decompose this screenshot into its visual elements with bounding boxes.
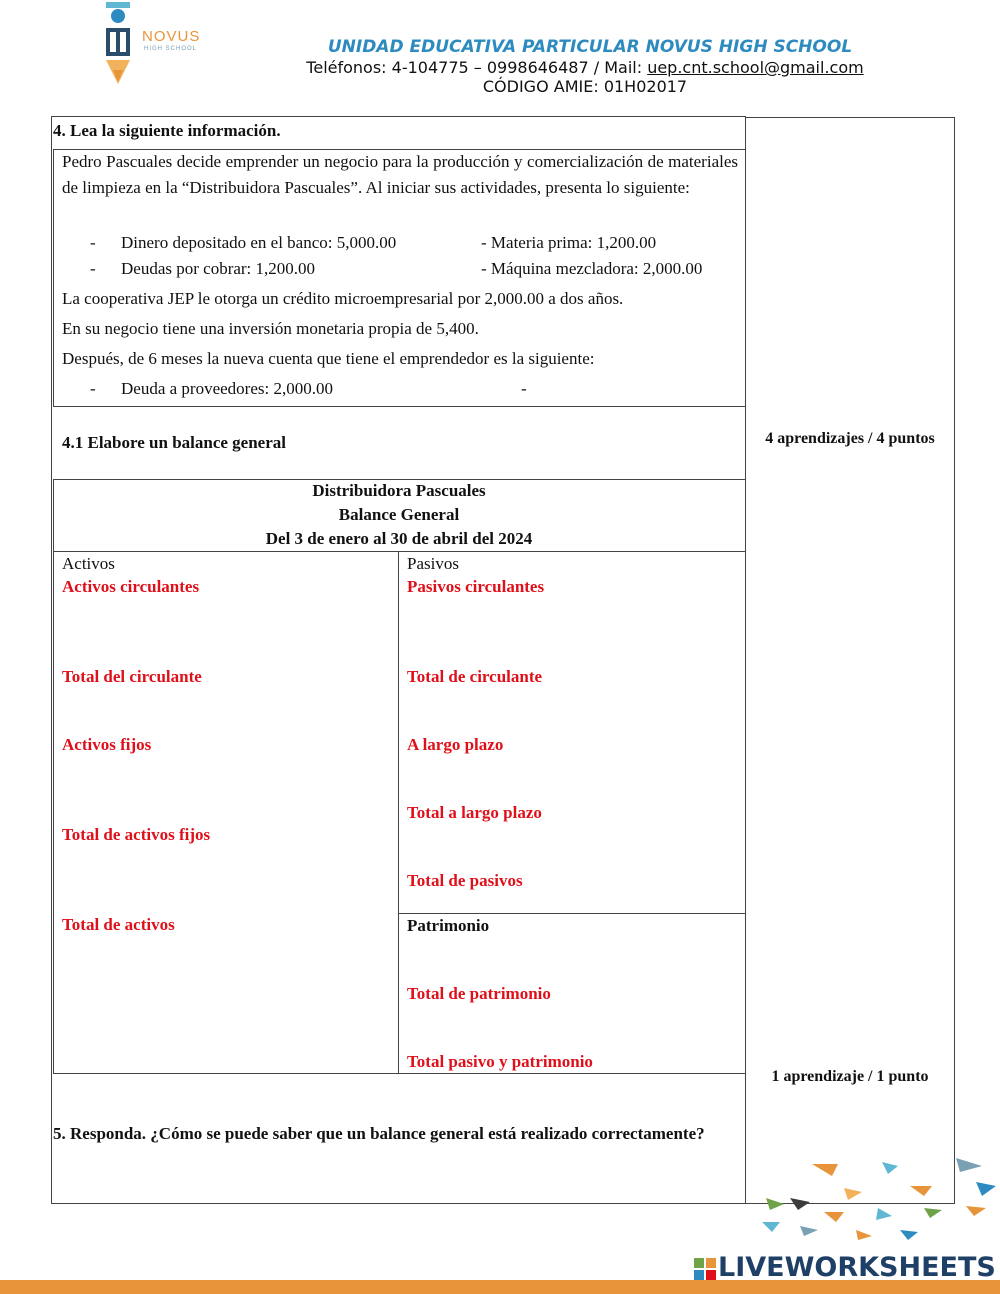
balance-bottom xyxy=(53,1073,745,1074)
decorative-triangles xyxy=(760,1150,1000,1260)
mail-link[interactable]: uep.cnt.school@gmail.com xyxy=(647,58,864,77)
liveworksheets-logo-icon xyxy=(694,1258,716,1282)
bullet: - xyxy=(90,233,96,252)
score-section4: 4 aprendizajes / 4 puntos xyxy=(765,430,935,447)
balance-header-bottom xyxy=(53,551,745,552)
total-patrimonio: Total de patrimonio xyxy=(407,984,551,1003)
logo-subtitle: HIGH SCHOOL xyxy=(144,46,198,52)
frame-top-left xyxy=(51,116,746,117)
frame-top-right xyxy=(746,117,955,118)
item-bank: Dinero depositado en el banco: 5,000.00 xyxy=(121,233,397,252)
school-name: UNIDAD EDUCATIVA PARTICULAR NOVUS HIGH SCHOOL xyxy=(327,37,853,57)
pasivos-circulantes: Pasivos circulantes xyxy=(407,577,545,596)
patrimonio-heading: Patrimonio xyxy=(407,916,490,935)
patrimonio-top xyxy=(398,913,745,914)
item-receivables: Deudas por cobrar: 1,200.00 xyxy=(121,259,316,278)
total-de-circulante: Total de circulante xyxy=(407,667,543,686)
paragraph-after: Después, de 6 meses la nueva cuenta que tiene el emprendedor es la siguiente: xyxy=(62,349,595,368)
total-pasivo-patrimonio: Total pasivo y patrimonio xyxy=(407,1052,593,1071)
pasivos-heading: Pasivos xyxy=(407,554,459,573)
score-section5: 1 aprendizaje / 1 punto xyxy=(771,1068,929,1085)
balance-middle xyxy=(398,551,399,1074)
section5-question: 5. Responda. ¿Cómo se puede saber que un balance general está realizado correctamente? xyxy=(53,1124,705,1143)
amie-code: CÓDIGO AMIE: 01H02017 xyxy=(482,77,688,96)
info-box-left xyxy=(53,149,54,407)
activos-fijos: Activos fijos xyxy=(62,735,152,754)
school-logo xyxy=(100,2,220,88)
largo-plazo: A largo plazo xyxy=(407,735,504,754)
liveworksheets-brand[interactable]: LIVEWORKSHEETS xyxy=(718,1252,996,1283)
section4-intro: Pedro Pascuales decide emprender un negocio para la producción y comercialización de materiales de limpieza en la “Distribuidora Pascuales”. Al iniciar sus actividades, presenta lo siguiente: xyxy=(62,152,738,197)
activos-circulantes: Activos circulantes xyxy=(62,577,200,596)
total-activos: Total de activos xyxy=(62,915,175,934)
balance-left xyxy=(53,479,54,1074)
company-name: Distribuidora Pascuales xyxy=(312,481,486,500)
item-raw-material: - Materia prima: 1,200.00 xyxy=(481,233,657,252)
total-largo-plazo: Total a largo plazo xyxy=(407,803,542,822)
frame-right xyxy=(954,117,955,1204)
bullet: - xyxy=(90,259,96,278)
paragraph-investment: En su negocio tiene una inversión monetaria propia de 5,400. xyxy=(62,319,479,338)
paragraph-credit: La cooperativa JEP le otorga un crédito microempresarial por 2,000.00 a dos años. xyxy=(62,289,624,308)
info-box-bottom xyxy=(53,406,745,407)
document-title: Balance General xyxy=(338,505,460,524)
contact-line xyxy=(270,58,900,77)
bullet: - xyxy=(90,379,96,398)
phones-text: Teléfonos: 4-104775 – 0998646487 / Mail: xyxy=(306,58,648,77)
frame-divider xyxy=(745,116,746,1204)
item-machine: - Máquina mezcladora: 2,000.00 xyxy=(481,259,703,278)
section41-title: 4.1 Elabore un balance general xyxy=(62,433,286,452)
logo-name: NOVUS xyxy=(142,28,201,45)
frame-left xyxy=(51,116,52,1204)
total-pasivos: Total de pasivos xyxy=(407,871,523,890)
activos-heading: Activos xyxy=(62,554,115,573)
item-blank-dash: - xyxy=(521,379,527,398)
period: Del 3 de enero al 30 de abril del 2024 xyxy=(265,529,533,548)
section4-title: 4. Lea la siguiente información. xyxy=(53,121,281,140)
total-del-circulante: Total del circulante xyxy=(62,667,202,686)
item-suppliers: Deuda a proveedores: 2,000.00 xyxy=(121,379,333,398)
total-activos-fijos: Total de activos fijos xyxy=(62,825,211,844)
balance-top xyxy=(53,479,745,480)
